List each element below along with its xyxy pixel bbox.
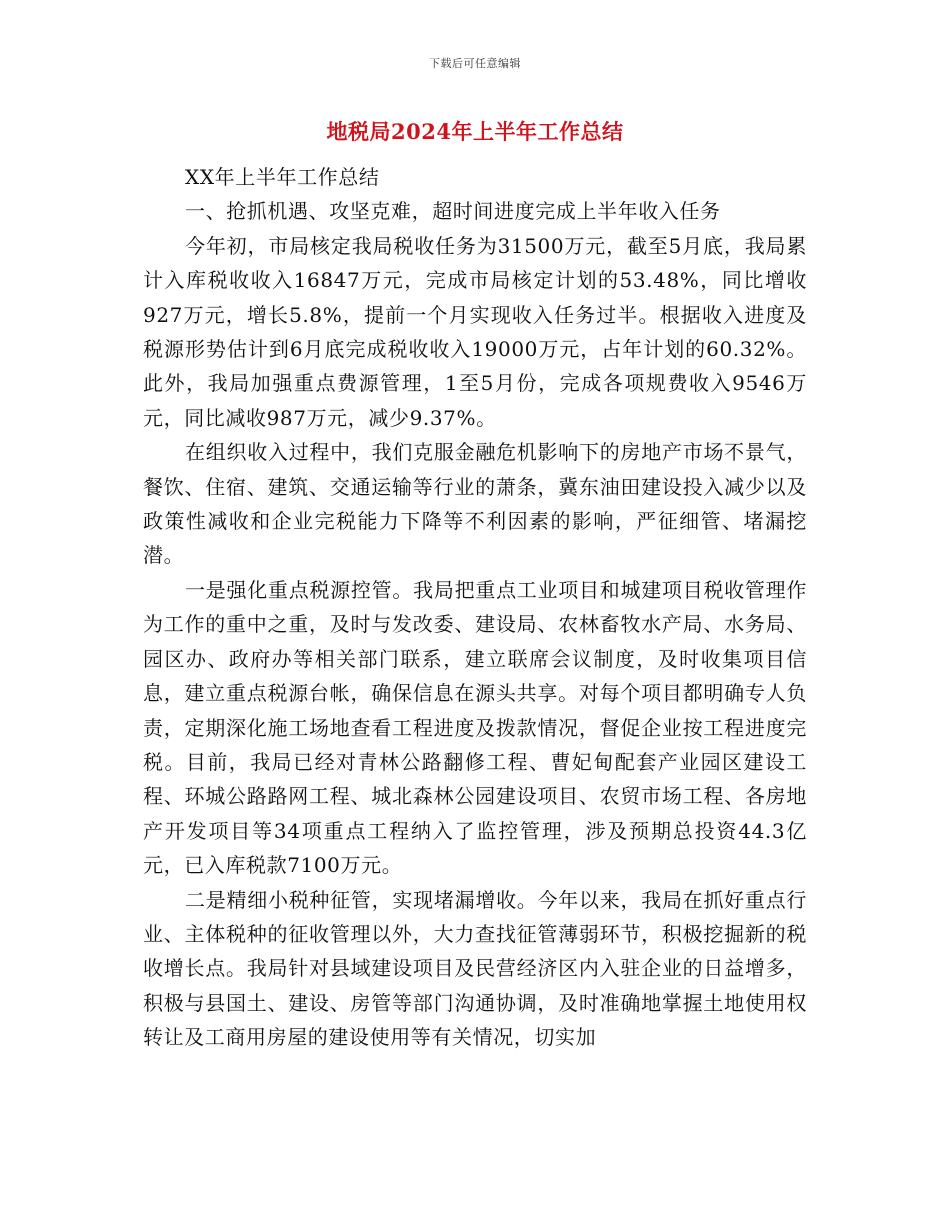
section-heading: 一、抢抓机遇、攻坚克难，超时间进度完成上半年收入任务 <box>185 199 721 224</box>
document-title: 地税局2024年上半年工作总结 <box>326 119 624 144</box>
paragraph: 一是强化重点税源控管。我局把重点工业项目和城建项目税收管理作为工作的重中之重，及时与发改委、建设局、农林畜牧水产局、水务局、园区办、政府办等相关部门联系，建立联席会议制度，及时收集项目信息，建立重点税源台帐，确保信息在源头共享。对每个项目都明确专人负责，定期深化施工场地查看工程进度及拨款情况，督促企业按工程进度完税。目前，我局已经对青林公路翻修工程、曹妃甸配套产业园区建设工程、环城公路路网工程、城北森林公园建设项目、农贸市场工程、各房地产开发项目等34项重点工程纳入了监控管理，涉及预期总投资44.3亿元，已入库税款7100万元。 <box>143 577 807 878</box>
section-heading: XX年上半年工作总结 <box>185 165 380 189</box>
paragraph: 在组织收入过程中，我们克服金融危机影响下的房地产市场不景气，餐饮、住宿、建筑、交通运输等行业的萧条，冀东油田建设投入减少以及政策性减收和企业完税能力下降等不利因素的影响，严征细管、堵漏挖潜。 <box>143 440 807 568</box>
paragraph: 今年初，市局核定我局税收任务为31500万元，截至5月底，我局累计入库税收收入16847万元，完成市局核定计划的53.48%，同比增收927万元，增长5.8%，提前一个月实现收入任务过半。根据收入进度及税源形势估计到6月底完成税收收入19000万元，占年计划的60.32%。此外，我局加强重点费源管理，1至5月份，完成各项规费收入9546万元，同比减收987万元，减少9.37%。 <box>143 233 807 430</box>
document-body <box>143 160 807 1055</box>
header-note: 下载后可任意编辑 <box>429 57 521 70</box>
paragraph: 二是精细小税种征管，实现堵漏增收。今年以来，我局在抓好重点行业、主体税种的征收管理以外，大力查找征管薄弱环节，积极挖掘新的税收增长点。我局针对县域建设项目及民营经济区内入驻企业的日益增多，积极与县国土、建设、房管等部门沟通协调，及时准确地掌握土地使用权转让及工商用房屋的建设使用等有关情况，切实加 <box>143 887 807 1050</box>
